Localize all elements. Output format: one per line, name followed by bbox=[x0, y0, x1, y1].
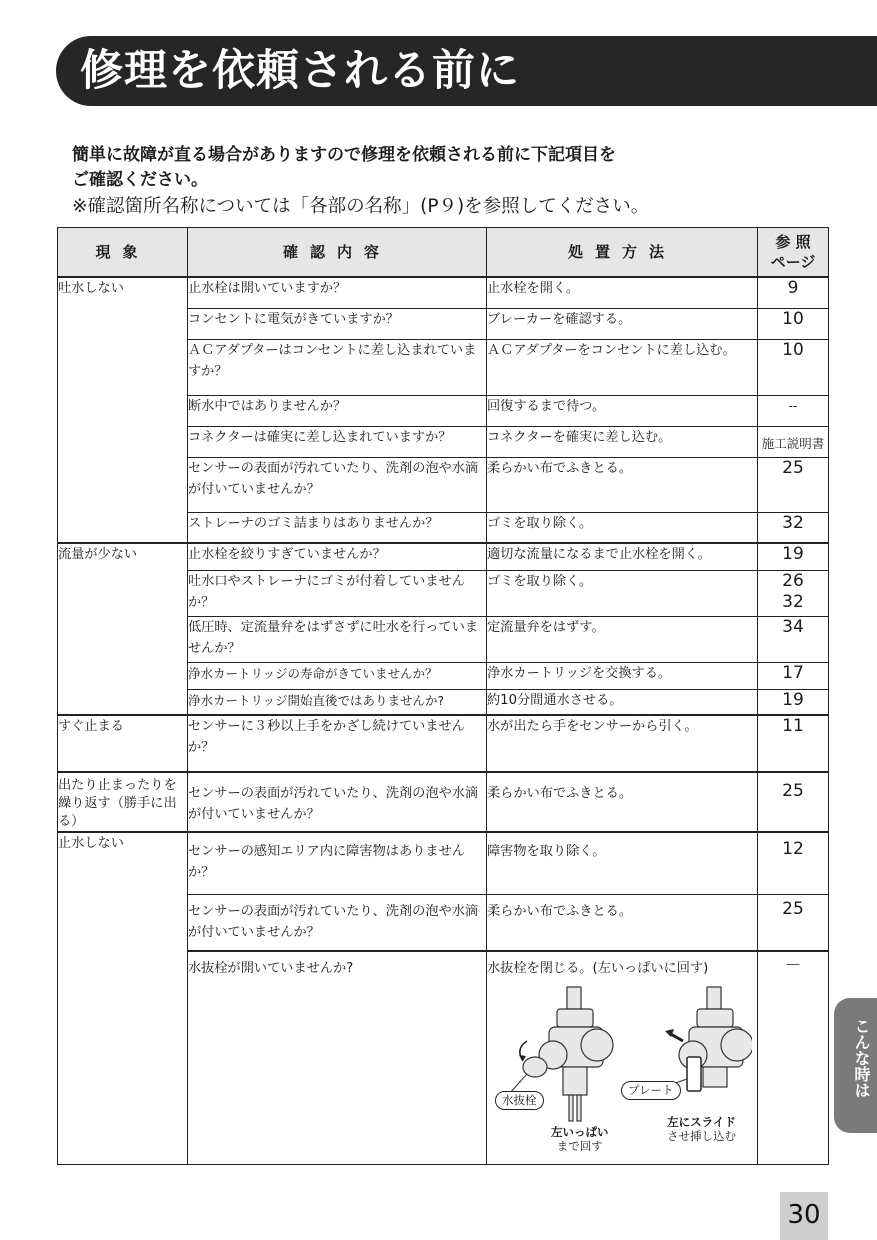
page-number-box bbox=[780, 1192, 828, 1240]
page-cell: 25 bbox=[758, 894, 829, 951]
page-value: 32 bbox=[782, 591, 804, 612]
page-cell: － bbox=[758, 951, 829, 1165]
check-cell: センサーの表面が汚れていたり、洗剤の泡や水滴が付いていませんか？ bbox=[188, 457, 487, 512]
table-row bbox=[58, 715, 829, 772]
check-cell: センサーに３秒以上手をかざし続けていませんか？ bbox=[188, 715, 487, 772]
action-cell: 回復するまで待つ。 bbox=[487, 395, 758, 426]
drain-valve-tag: 水抜栓 bbox=[495, 1091, 544, 1110]
page-number: 30 bbox=[787, 1200, 821, 1230]
check-cell: 吐水口やストレーナにゴミが付着していませんか？ bbox=[188, 570, 487, 616]
action-cell: 止水栓を開く。 bbox=[487, 277, 758, 308]
caption-right bbox=[667, 1115, 736, 1143]
action-cell: 柔らかい布でふきとる。 bbox=[487, 894, 758, 951]
page-cell: 10 bbox=[758, 339, 829, 395]
check-cell: 止水栓を絞りすぎていませんか？ bbox=[188, 543, 487, 570]
page-value: 26 bbox=[782, 570, 804, 591]
check-cell: 止水栓は開いていますか？ bbox=[188, 277, 487, 308]
troubleshooting-table bbox=[57, 227, 829, 1165]
title-bar bbox=[56, 36, 877, 106]
intro-note: ※確認箇所名称については「各部の名称」(P９)を参照してください。 bbox=[72, 196, 650, 217]
header-page bbox=[758, 228, 829, 278]
phenomenon-cell: 吐水しない bbox=[58, 277, 188, 543]
table-row bbox=[58, 543, 829, 570]
check-cell: センサーの感知エリア内に障害物はありませんか？ bbox=[188, 832, 487, 894]
page-cell: 施工説明書 bbox=[758, 426, 829, 457]
phenomenon-cell: 流量が少ない bbox=[58, 543, 188, 715]
caption-left bbox=[551, 1125, 609, 1153]
header-check: 確認内容 bbox=[188, 228, 487, 278]
page-cell: 19 bbox=[758, 543, 829, 570]
page-cell: 12 bbox=[758, 832, 829, 894]
header-phenomenon: 現象 bbox=[58, 228, 188, 278]
side-tab bbox=[834, 998, 877, 1133]
phenomenon-cell: すぐ止まる bbox=[58, 715, 188, 772]
table-header-row bbox=[58, 228, 829, 278]
check-cell: 水抜栓が開いていませんか? bbox=[188, 951, 487, 1165]
phenomenon-cell: 止水しない bbox=[58, 832, 188, 1165]
page-cell: 25 bbox=[758, 772, 829, 832]
phenomenon-cell: 出たり止まったりを繰り返す（勝手に出る） bbox=[58, 772, 188, 832]
action-cell: 水が出たら手をセンサーから引く。 bbox=[487, 715, 758, 772]
header-action: 処置方法 bbox=[487, 228, 758, 278]
intro bbox=[72, 143, 649, 221]
action-cell: ブレーカーを確認する。 bbox=[487, 308, 758, 339]
caption-left-bold: 左いっぱい bbox=[551, 1125, 609, 1139]
page-cell: 25 bbox=[758, 457, 829, 512]
page-cell: -- bbox=[758, 395, 829, 426]
caption-left-text: まで回す bbox=[556, 1139, 603, 1153]
action-cell: 柔らかい布でふきとる。 bbox=[487, 457, 758, 512]
page-cell: 17 bbox=[758, 662, 829, 689]
intro-line-1: 簡単に故障が直る場合がありますので修理を依頼される前に下記項目を bbox=[72, 145, 616, 165]
check-cell: ストレーナのゴミ詰まりはありませんか？ bbox=[188, 512, 487, 543]
check-cell: 浄水カートリッジの寿命がきていませんか？ bbox=[188, 662, 487, 689]
check-cell: ＡＣアダプターはコンセントに差し込まれていますか？ bbox=[188, 339, 487, 395]
page-cell: 9 bbox=[758, 277, 829, 308]
side-tab-label: こんな時は bbox=[852, 1018, 871, 1098]
action-cell: 定流量弁をはずす。 bbox=[487, 616, 758, 662]
page-cell bbox=[758, 570, 829, 616]
page-cell: 10 bbox=[758, 308, 829, 339]
table-row bbox=[58, 772, 829, 832]
action-cell: 柔らかい布でふきとる。 bbox=[487, 772, 758, 832]
table-row bbox=[58, 277, 829, 308]
page-title: 修理を依頼される前に bbox=[80, 46, 520, 96]
check-cell: 浄水カートリッジ開始直後ではありませんか? bbox=[188, 689, 487, 715]
action-cell: ゴミを取り除く。 bbox=[487, 512, 758, 543]
check-cell: コネクターは確実に差し込まれていますか？ bbox=[188, 426, 487, 457]
action-cell: コネクターを確実に差し込む。 bbox=[487, 426, 758, 457]
check-cell: センサーの表面が汚れていたり、洗剤の泡や水滴が付いていませんか？ bbox=[188, 894, 487, 951]
table-row bbox=[58, 832, 829, 894]
action-cell bbox=[487, 951, 758, 1165]
action-text: 水抜栓を閉じる。(左いっぱいに回す) bbox=[487, 961, 709, 976]
check-cell: 低圧時、定流量弁をはずさずに吐水を行っていませんか？ bbox=[188, 616, 487, 662]
caption-right-bold: 左にスライド bbox=[667, 1115, 736, 1129]
plate-tag: プレート bbox=[621, 1081, 681, 1100]
caption-right-text: させ挿し込む bbox=[667, 1129, 736, 1143]
page-cell: 32 bbox=[758, 512, 829, 543]
header-page-line-1: 参 照 bbox=[775, 233, 811, 251]
intro-line-2: ご確認ください。 bbox=[72, 170, 208, 190]
action-cell: ゴミを取り除く。 bbox=[487, 570, 758, 616]
page-cell: 34 bbox=[758, 616, 829, 662]
action-cell: 約10分間通水させる。 bbox=[487, 689, 758, 715]
page-cell: 19 bbox=[758, 689, 829, 715]
drain-valve-illustration bbox=[487, 979, 757, 1164]
action-cell: 障害物を取り除く。 bbox=[487, 832, 758, 894]
action-cell: 適切な流量になるまで止水栓を開く。 bbox=[487, 543, 758, 570]
page-cell: 11 bbox=[758, 715, 829, 772]
action-cell: 浄水カートリッジを交換する。 bbox=[487, 662, 758, 689]
header-page-line-2: ページ bbox=[770, 253, 816, 271]
check-cell: コンセントに電気がきていますか？ bbox=[188, 308, 487, 339]
action-cell: ＡＣアダプターをコンセントに差し込む。 bbox=[487, 339, 758, 395]
check-cell: 断水中ではありませんか？ bbox=[188, 395, 487, 426]
check-cell: センサーの表面が汚れていたり、洗剤の泡や水滴が付いていませんか？ bbox=[188, 772, 487, 832]
